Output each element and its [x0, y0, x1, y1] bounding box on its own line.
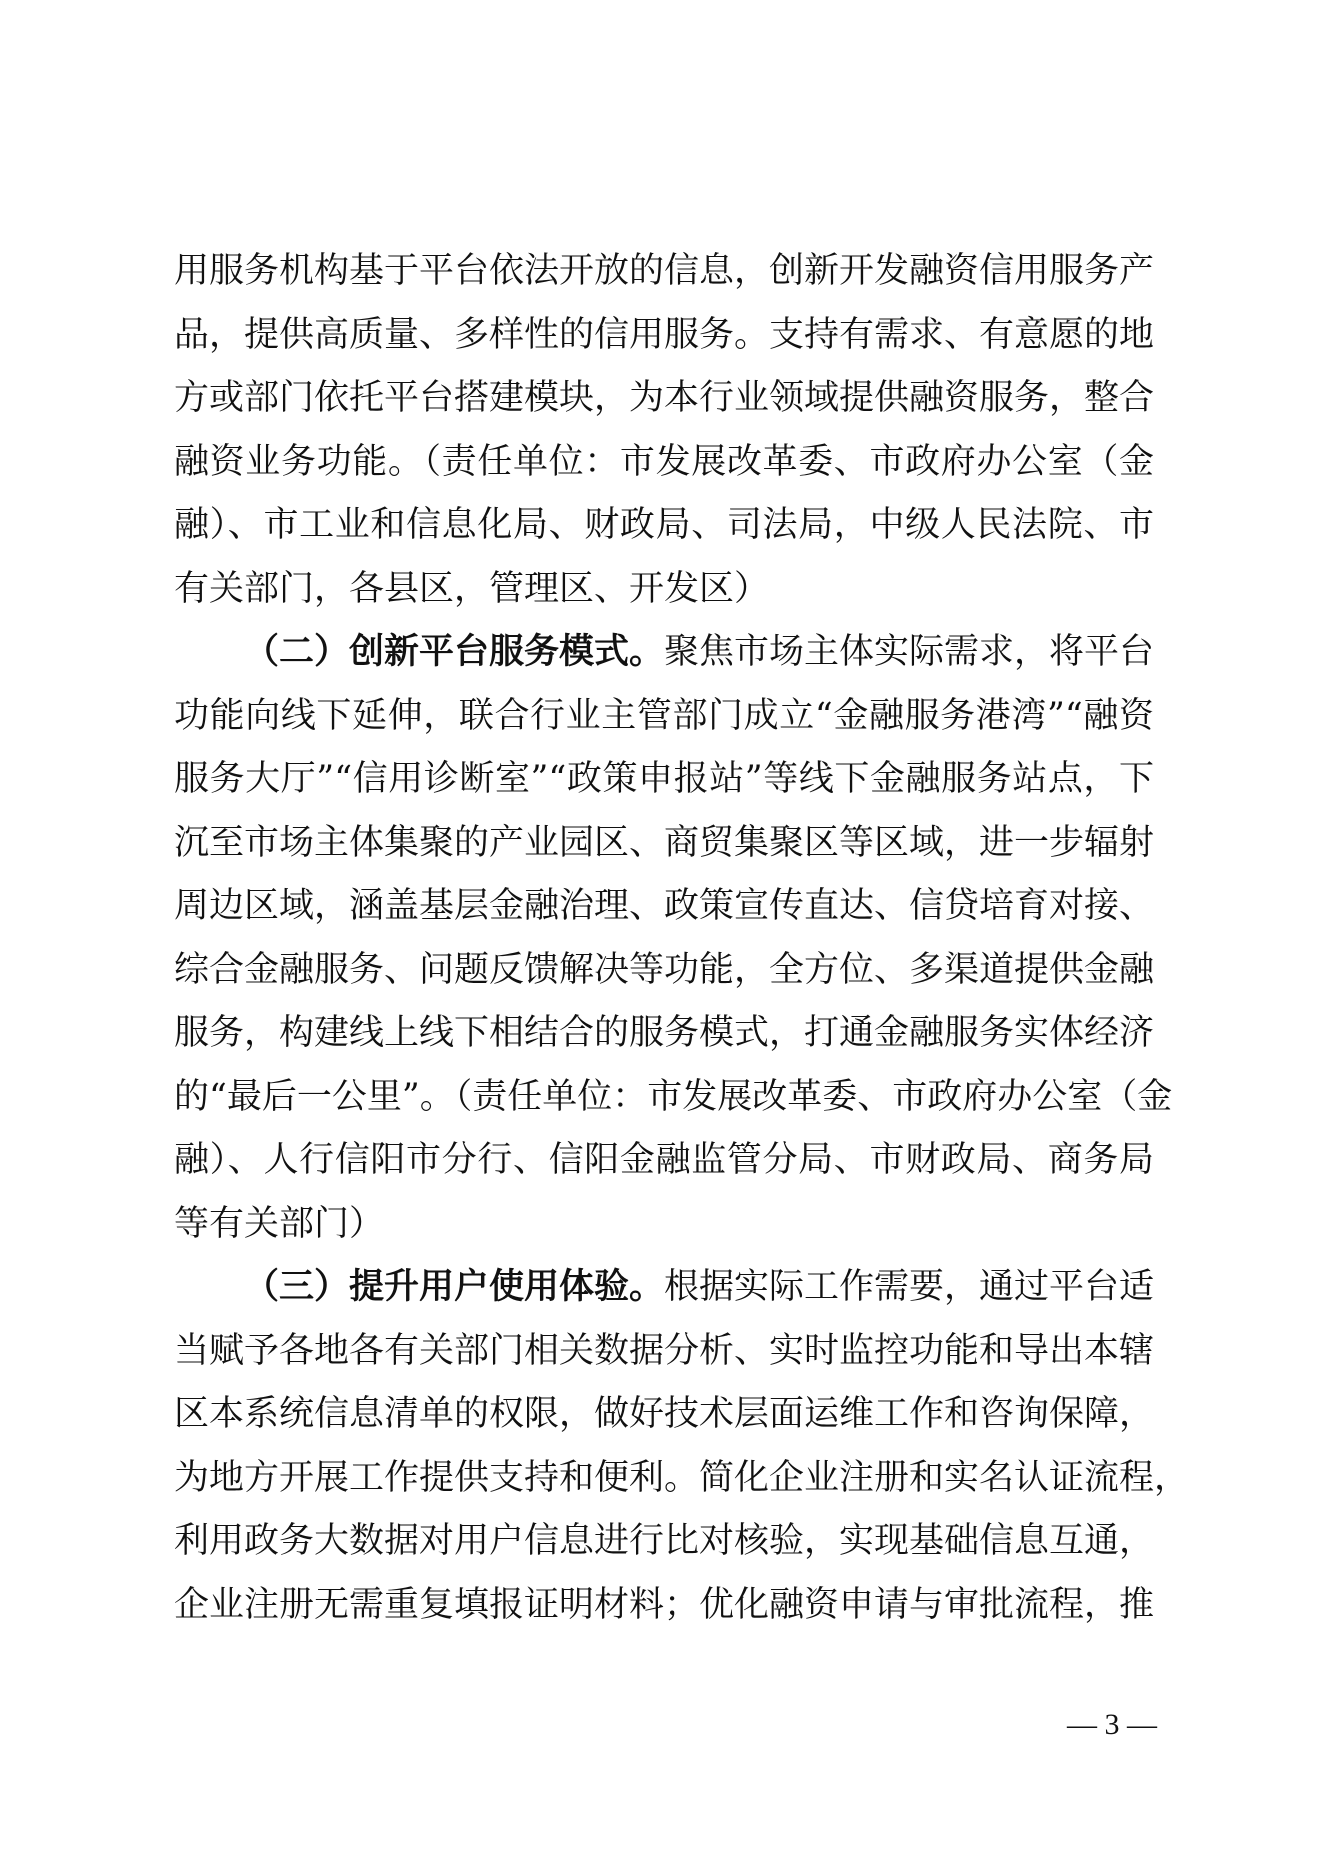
section-heading-line [174, 621, 1154, 685]
text-line: 服务，构建线上线下相结合的服务模式，打通金融服务实体经济 [174, 1013, 1155, 1053]
section-heading: （三）提升用户使用体验。 [244, 1267, 665, 1307]
text-line: 为地方开展工作提供支持和便利。简化企业注册和实名认证流程， [174, 1457, 1190, 1498]
text-line: 周边区域，涵盖基层金融治理、政策宣传直达、信贷培育对接、 [174, 886, 1155, 926]
text-line: 的“最后一公里”。（责任单位：市发展改革委、市政府办公室（金 [174, 1076, 1173, 1117]
text-line: 方或部门依托平台搭建模块，为本行业领域提供融资服务，整合 [174, 378, 1155, 418]
section-heading: （二）创新平台服务模式。 [244, 632, 665, 672]
text-line: 品，提供高质量、多样性的信用服务。支持有需求、有意愿的地 [174, 314, 1155, 355]
text-line: 功能向线下延伸，联合行业主管部门成立“金融服务港湾”“融资 [174, 695, 1154, 736]
page-number: — 3 — [1067, 1708, 1157, 1741]
text-line: 融）、人行信阳市分行、信阳金融监管分局、市财政局、商务局 [174, 1140, 1154, 1180]
text-line: 用服务机构基于平台依法开放的信息，创新开发融资信用服务产 [174, 251, 1155, 291]
text-line: 有关部门，各县区，管理区、开发区） [174, 568, 770, 609]
section-text: 聚焦市场主体实际需求，将平台 [664, 632, 1155, 672]
text-line: 服务大厅”“信用诊断室”“政策申报站”等线下金融服务站点，下 [174, 759, 1154, 799]
text-line: 沉至市场主体集聚的产业园区、商贸集聚区等区域，进一步辐射 [174, 822, 1155, 863]
text-line: 融）、市工业和信息化局、财政局、司法局，中级人民法院、市 [174, 505, 1154, 545]
text-line: 融资业务功能。（责任单位：市发展改革委、市政府办公室（金 [174, 441, 1154, 482]
text-line: 当赋予各地各有关部门相关数据分析、实时监控功能和导出本辖 [174, 1330, 1155, 1371]
body-text [174, 240, 1190, 1637]
text-line: 企业注册无需重复填报证明材料；优化融资申请与审批流程，推 [174, 1584, 1155, 1625]
text-line: 等有关部门） [174, 1203, 385, 1244]
text-line: 综合金融服务、问题反馈解决等功能，全方位、多渠道提供金融 [174, 949, 1155, 990]
section-text: 根据实际工作需要，通过平台适 [664, 1267, 1155, 1307]
text-line: 区本系统信息清单的权限，做好技术层面运维工作和咨询保障， [174, 1394, 1155, 1434]
section-heading-line [174, 1256, 1154, 1320]
text-line: 利用政务大数据对用户信息进行比对核验，实现基础信息互通， [174, 1521, 1155, 1561]
